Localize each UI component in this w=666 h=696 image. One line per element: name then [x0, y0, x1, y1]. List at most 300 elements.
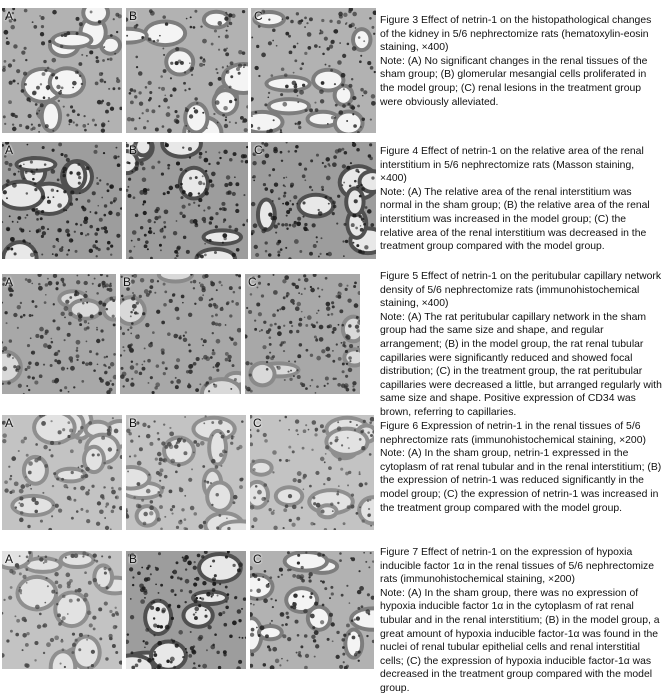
cell-nucleus [136, 302, 139, 305]
cell-nucleus [81, 469, 84, 472]
cell-nucleus [305, 424, 307, 426]
cell-nucleus [229, 634, 233, 638]
panel-letter: C [254, 143, 263, 157]
cell-nucleus [107, 288, 110, 291]
cell-nucleus [296, 369, 298, 371]
cell-nucleus [137, 482, 141, 486]
cell-nucleus [297, 471, 302, 476]
cell-nucleus [204, 188, 208, 192]
cell-nucleus [293, 602, 295, 604]
cell-nucleus [50, 364, 53, 367]
cell-nucleus [115, 13, 119, 17]
cell-nucleus [238, 274, 241, 277]
cell-nucleus [36, 231, 39, 234]
cell-nucleus [153, 624, 157, 628]
cell-nucleus [116, 449, 118, 451]
cell-nucleus [268, 174, 271, 177]
cell-nucleus [339, 552, 342, 555]
panel-letter: C [253, 552, 262, 566]
cell-nucleus [357, 607, 360, 610]
cell-nucleus [159, 494, 161, 496]
cell-nucleus [76, 347, 78, 349]
cell-nucleus [173, 666, 176, 669]
cell-nucleus [161, 486, 164, 489]
cell-nucleus [106, 308, 109, 311]
cell-nucleus [205, 170, 207, 172]
cell-nucleus [351, 78, 353, 80]
cell-nucleus [196, 102, 198, 104]
cell-nucleus [70, 366, 75, 371]
cell-nucleus [13, 365, 16, 368]
cell-nucleus [198, 192, 200, 194]
cell-nucleus [152, 331, 155, 334]
cell-nucleus [202, 581, 206, 585]
cell-nucleus [312, 420, 317, 425]
cell-nucleus [293, 89, 297, 93]
cell-nucleus [211, 315, 214, 318]
cell-nucleus [180, 61, 184, 65]
cell-nucleus [87, 635, 89, 637]
cell-nucleus [266, 355, 270, 359]
cell-nucleus [68, 123, 70, 125]
cell-nucleus [215, 493, 218, 496]
cell-nucleus [219, 157, 221, 159]
cell-nucleus [177, 334, 179, 336]
cell-nucleus [310, 614, 315, 619]
cell-nucleus [279, 308, 281, 310]
cell-nucleus [24, 83, 27, 86]
cell-nucleus [50, 420, 52, 422]
cell-nucleus [294, 150, 297, 153]
cell-nucleus [208, 376, 212, 380]
cell-nucleus [187, 384, 191, 388]
cell-nucleus [92, 283, 94, 285]
cell-nucleus [223, 150, 227, 154]
micrograph-image [126, 415, 246, 530]
cell-nucleus [212, 351, 216, 355]
cell-nucleus [322, 581, 325, 584]
cell-nucleus [326, 176, 331, 181]
cell-nucleus [193, 662, 195, 664]
cell-nucleus [60, 153, 63, 156]
cell-nucleus [292, 605, 296, 609]
cell-nucleus [358, 651, 361, 654]
cell-nucleus [238, 72, 241, 75]
cell-nucleus [57, 178, 60, 181]
cell-nucleus [346, 585, 348, 587]
cell-nucleus [303, 274, 306, 277]
cell-nucleus [79, 192, 81, 194]
cell-nucleus [242, 637, 244, 639]
cell-nucleus [251, 230, 255, 234]
cell-nucleus [133, 89, 136, 92]
cell-nucleus [365, 561, 367, 563]
cell-nucleus [258, 282, 261, 285]
cell-nucleus [273, 119, 275, 121]
cell-nucleus [315, 108, 319, 112]
cell-nucleus [65, 210, 67, 212]
cell-nucleus [8, 63, 12, 67]
cell-nucleus [98, 248, 101, 251]
cell-nucleus [293, 375, 295, 377]
cell-nucleus [207, 206, 210, 209]
cell-nucleus [85, 491, 89, 495]
cell-nucleus [366, 635, 368, 637]
cell-nucleus [143, 211, 147, 215]
cell-nucleus [163, 423, 165, 425]
cell-nucleus [148, 474, 150, 476]
cell-nucleus [343, 223, 346, 226]
cell-nucleus [321, 81, 325, 85]
cell-nucleus [211, 298, 214, 301]
cell-nucleus [225, 52, 229, 56]
cell-nucleus [183, 335, 185, 337]
cell-nucleus [263, 321, 266, 324]
cell-nucleus [350, 505, 354, 509]
cell-nucleus [86, 341, 88, 343]
cell-nucleus [67, 233, 71, 237]
cell-nucleus [153, 617, 155, 619]
cell-nucleus [218, 281, 221, 284]
cell-nucleus [193, 452, 195, 454]
cell-nucleus [282, 279, 286, 283]
cell-nucleus [218, 514, 221, 517]
cell-nucleus [289, 321, 292, 324]
cell-nucleus [86, 302, 88, 304]
cell-nucleus [315, 429, 318, 432]
cell-nucleus [60, 45, 63, 48]
cell-nucleus [53, 472, 56, 475]
cell-nucleus [141, 567, 143, 569]
cell-nucleus [19, 496, 23, 500]
micrograph-panel-b [126, 415, 246, 530]
cell-nucleus [51, 515, 53, 517]
cell-nucleus [106, 102, 110, 106]
cell-nucleus [131, 240, 133, 242]
cell-nucleus [271, 511, 275, 515]
cell-nucleus [360, 225, 362, 227]
cell-nucleus [139, 583, 144, 588]
cell-nucleus [338, 324, 340, 326]
cell-nucleus [302, 595, 304, 597]
cell-nucleus [199, 63, 203, 67]
cell-nucleus [308, 429, 310, 431]
cell-nucleus [184, 89, 186, 91]
cell-nucleus [203, 64, 205, 66]
cell-nucleus [73, 386, 75, 388]
cell-nucleus [139, 372, 143, 376]
cell-nucleus [286, 616, 289, 619]
cell-nucleus [225, 601, 227, 603]
cell-nucleus [64, 386, 67, 389]
cell-nucleus [241, 420, 244, 423]
cell-nucleus [330, 503, 333, 506]
cell-nucleus [347, 298, 351, 302]
cell-nucleus [288, 150, 290, 152]
cell-nucleus [51, 74, 53, 76]
cell-nucleus [308, 579, 311, 582]
cell-nucleus [103, 226, 107, 230]
cell-nucleus [277, 251, 280, 254]
cell-nucleus [76, 354, 80, 358]
cell-nucleus [41, 421, 46, 426]
cell-nucleus [142, 423, 146, 427]
cell-nucleus [17, 221, 19, 223]
cell-nucleus [206, 649, 208, 651]
cell-nucleus [255, 253, 259, 257]
cell-nucleus [256, 627, 258, 629]
cell-nucleus [100, 78, 104, 82]
cell-nucleus [12, 183, 17, 188]
cell-nucleus [144, 289, 149, 294]
cell-nucleus [320, 580, 322, 582]
micrograph-image [120, 274, 241, 394]
cell-nucleus [345, 240, 348, 243]
cell-nucleus [40, 83, 42, 85]
cell-nucleus [304, 223, 307, 226]
cell-nucleus [15, 633, 19, 637]
cell-nucleus [301, 62, 304, 65]
cell-nucleus [87, 233, 90, 236]
cell-nucleus [327, 383, 329, 385]
cell-nucleus [129, 250, 132, 253]
cell-nucleus [165, 367, 168, 370]
cell-nucleus [209, 216, 213, 220]
cell-nucleus [295, 620, 299, 624]
cell-nucleus [322, 429, 325, 432]
cell-nucleus [212, 644, 215, 647]
cell-nucleus [78, 648, 81, 651]
cell-nucleus [153, 40, 155, 42]
cell-nucleus [4, 123, 6, 125]
cell-nucleus [251, 653, 255, 657]
cell-nucleus [311, 323, 314, 326]
cell-nucleus [330, 586, 333, 589]
cell-nucleus [197, 554, 201, 558]
cell-nucleus [6, 322, 8, 324]
cell-nucleus [273, 510, 275, 512]
cell-nucleus [289, 224, 292, 227]
cell-nucleus [47, 278, 49, 280]
cell-nucleus [29, 484, 31, 486]
cell-nucleus [204, 254, 207, 257]
cell-nucleus [173, 231, 177, 235]
cell-nucleus [14, 252, 17, 255]
cell-nucleus [245, 361, 249, 365]
cell-nucleus [136, 504, 140, 508]
cell-nucleus [349, 185, 352, 188]
cell-nucleus [132, 230, 137, 235]
cell-nucleus [205, 356, 210, 361]
tubule-lumen [19, 579, 54, 608]
cell-nucleus [316, 312, 318, 314]
cell-nucleus [116, 613, 119, 616]
cell-nucleus [40, 217, 43, 220]
cell-nucleus [215, 465, 219, 469]
cell-nucleus [148, 37, 152, 41]
tubule-lumen [55, 35, 90, 46]
cell-nucleus [66, 114, 69, 117]
cell-nucleus [182, 205, 186, 209]
cell-nucleus [16, 619, 20, 623]
cell-nucleus [301, 311, 303, 313]
cell-nucleus [48, 40, 51, 43]
cell-nucleus [141, 499, 144, 502]
cell-nucleus [79, 22, 83, 26]
cell-nucleus [267, 283, 270, 286]
cell-nucleus [212, 349, 214, 351]
cell-nucleus [233, 501, 236, 504]
cell-nucleus [339, 42, 341, 44]
cell-nucleus [112, 505, 115, 508]
cell-nucleus [43, 96, 46, 99]
cell-nucleus [9, 339, 12, 342]
cell-nucleus [215, 314, 218, 317]
cell-nucleus [149, 511, 153, 515]
cell-nucleus [44, 464, 48, 468]
cell-nucleus [337, 426, 342, 431]
cell-nucleus [71, 239, 74, 242]
cell-nucleus [138, 91, 141, 94]
cell-nucleus [175, 47, 179, 51]
cell-nucleus [99, 637, 102, 640]
cell-nucleus [347, 505, 351, 509]
cell-nucleus [164, 290, 167, 293]
cell-nucleus [252, 459, 255, 462]
figure-3-caption [380, 14, 662, 109]
cell-nucleus [226, 30, 228, 32]
cell-nucleus [313, 244, 317, 248]
cell-nucleus [144, 646, 146, 648]
cell-nucleus [298, 292, 300, 294]
cell-nucleus [316, 236, 318, 238]
cell-nucleus [202, 345, 204, 347]
cell-nucleus [319, 325, 324, 330]
cell-nucleus [98, 20, 101, 23]
cell-nucleus [163, 283, 166, 286]
cell-nucleus [67, 368, 69, 370]
cell-nucleus [17, 216, 21, 220]
cell-nucleus [253, 223, 258, 228]
cell-nucleus [325, 64, 327, 66]
cell-nucleus [40, 103, 44, 107]
cell-nucleus [193, 582, 197, 586]
cell-nucleus [92, 191, 96, 195]
cell-nucleus [52, 149, 55, 152]
cell-nucleus [179, 335, 181, 337]
panel-letter: B [129, 416, 138, 430]
cell-nucleus [352, 242, 354, 244]
cell-nucleus [19, 489, 24, 494]
cell-nucleus [256, 588, 261, 593]
cell-nucleus [281, 624, 284, 627]
cell-nucleus [327, 325, 330, 328]
cell-nucleus [93, 369, 96, 372]
cell-nucleus [51, 169, 56, 174]
cell-nucleus [46, 642, 51, 647]
figure-note: Note: (A) No significant changes in the renal tissues of the sham group; (B) glomerular mesangial cells proliferated in the model group; (C) renal lesions in the treatment group were obviously alleviated. [380, 55, 648, 108]
cell-nucleus [296, 12, 299, 15]
cell-nucleus [164, 94, 166, 96]
cell-nucleus [263, 483, 267, 487]
cell-nucleus [291, 523, 295, 527]
cell-nucleus [207, 625, 211, 629]
cell-nucleus [255, 111, 258, 114]
cell-nucleus [62, 595, 66, 599]
cell-nucleus [40, 32, 44, 36]
cell-nucleus [332, 162, 337, 167]
cell-nucleus [347, 43, 350, 46]
cell-nucleus [110, 186, 112, 188]
cell-nucleus [223, 650, 227, 654]
cell-nucleus [87, 611, 92, 616]
cell-nucleus [193, 280, 197, 284]
cell-nucleus [212, 582, 216, 586]
cell-nucleus [367, 514, 370, 517]
cell-nucleus [83, 294, 87, 298]
cell-nucleus [20, 315, 23, 318]
cell-nucleus [64, 666, 66, 668]
cell-nucleus [335, 378, 337, 380]
cell-nucleus [8, 596, 12, 600]
cell-nucleus [342, 344, 345, 347]
cell-nucleus [261, 329, 263, 331]
cell-nucleus [170, 589, 174, 593]
micrograph-panel-a [2, 142, 122, 259]
cell-nucleus [147, 81, 151, 85]
cell-nucleus [233, 342, 237, 346]
cell-nucleus [360, 88, 364, 92]
cell-nucleus [91, 485, 94, 488]
cell-nucleus [178, 630, 183, 635]
cell-nucleus [302, 84, 305, 87]
cell-nucleus [227, 25, 229, 27]
cell-nucleus [103, 567, 106, 570]
cell-nucleus [294, 221, 297, 224]
cell-nucleus [66, 254, 68, 256]
cell-nucleus [140, 226, 143, 229]
cell-nucleus [151, 165, 155, 169]
cell-nucleus [172, 640, 175, 643]
cell-nucleus [24, 9, 28, 13]
cell-nucleus [222, 66, 224, 68]
cell-nucleus [352, 381, 356, 385]
cell-nucleus [56, 326, 60, 330]
cell-nucleus [282, 203, 284, 205]
cell-nucleus [242, 224, 245, 227]
cell-nucleus [188, 343, 191, 346]
cell-nucleus [365, 206, 368, 209]
cell-nucleus [327, 123, 329, 125]
cell-nucleus [102, 59, 105, 62]
cell-nucleus [149, 91, 152, 94]
cell-nucleus [118, 87, 121, 90]
cell-nucleus [109, 388, 113, 392]
cell-nucleus [330, 442, 333, 445]
cell-nucleus [321, 349, 325, 353]
cell-nucleus [272, 274, 274, 276]
cell-nucleus [265, 250, 268, 253]
cell-nucleus [338, 291, 340, 293]
cell-nucleus [337, 60, 342, 65]
cell-nucleus [278, 197, 281, 200]
cell-nucleus [164, 445, 168, 449]
cell-nucleus [256, 45, 259, 48]
cell-nucleus [152, 600, 155, 603]
cell-nucleus [238, 619, 241, 622]
cell-nucleus [231, 300, 234, 303]
panel-letter: B [129, 143, 138, 157]
